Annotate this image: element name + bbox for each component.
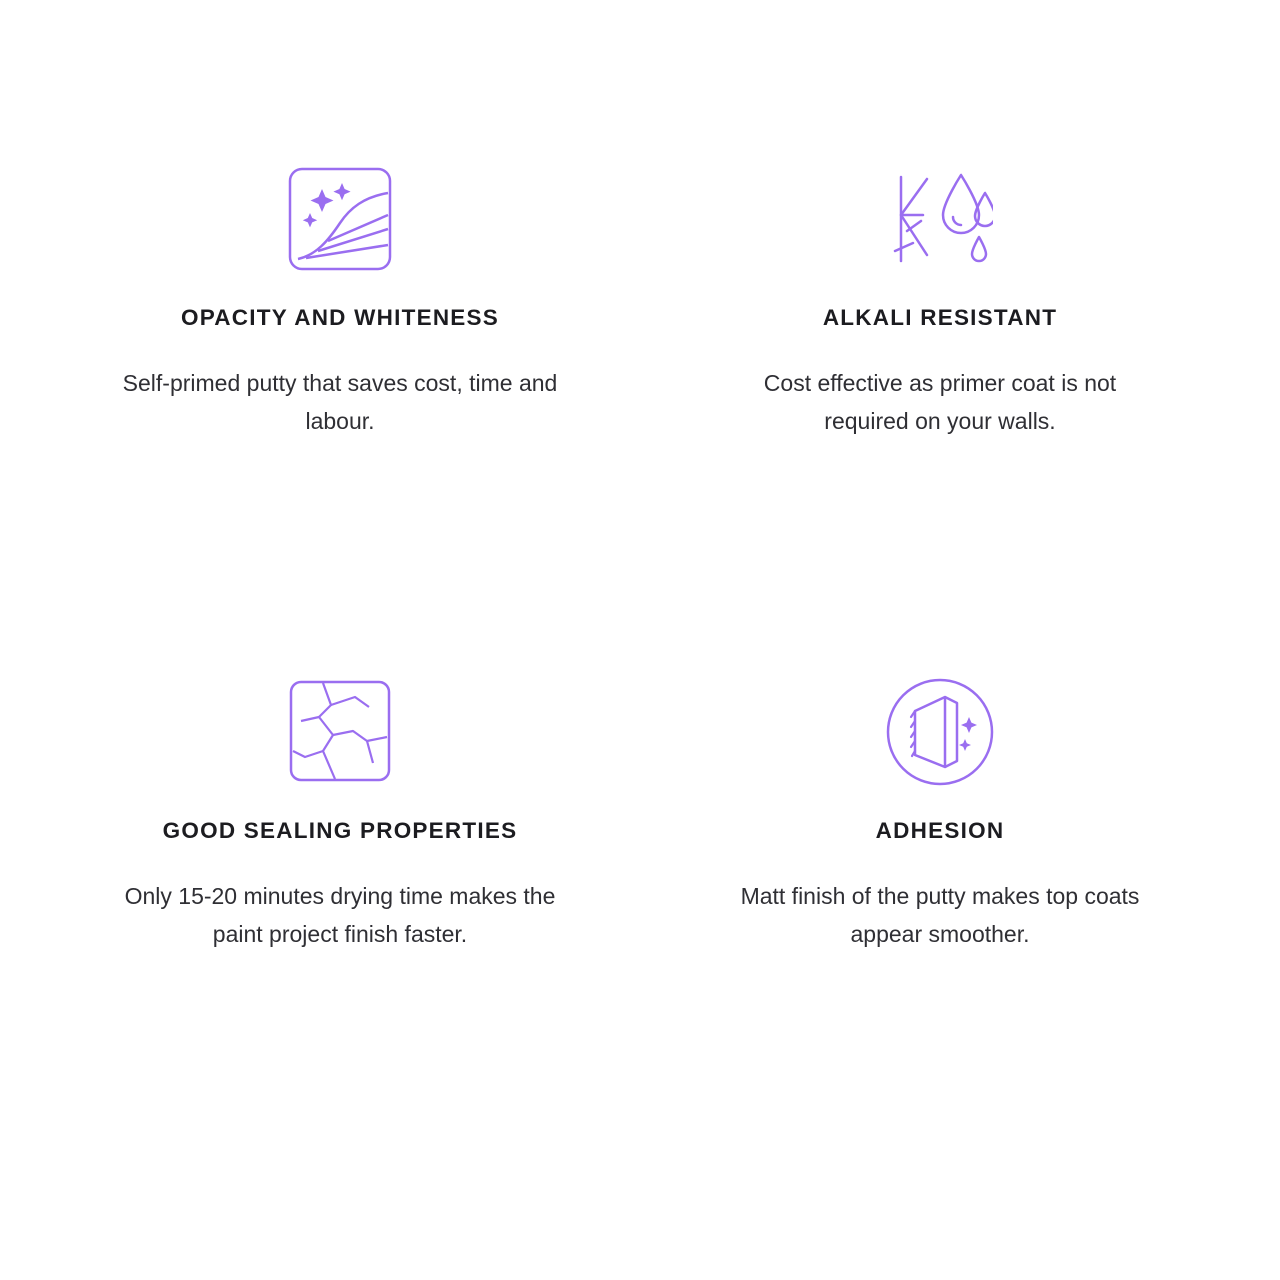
- feature-description: Matt finish of the putty makes top coats appear smoother.: [740, 883, 1140, 947]
- feature-description: Only 15-20 minutes drying time makes the paint project finish faster.: [124, 883, 556, 947]
- feature-description: Self-primed putty that saves cost, time and labour.: [122, 370, 558, 434]
- feature-title: ALKALI RESISTANT: [822, 305, 1058, 330]
- feature-card-adhesion: [640, 615, 1240, 1120]
- feature-description: Cost effective as primer coat is not required on your walls.: [763, 370, 1117, 434]
- feature-card-alkali-resistant: [640, 110, 1240, 615]
- feature-title: ADHESION: [875, 818, 1005, 843]
- sparkle-wall-swatch-icon: [288, 160, 392, 278]
- adhesion-layers-circle-icon: [885, 673, 995, 791]
- feature-title: GOOD SEALING PROPERTIES: [162, 818, 518, 843]
- feature-card-opacity-and-whiteness: [40, 110, 640, 615]
- feature-title: OPACITY AND WHITENESS: [180, 305, 500, 330]
- alkali-droplet-icon: [887, 160, 993, 278]
- feature-card-good-sealing-properties: [40, 615, 640, 1120]
- cracked-wall-icon: [289, 673, 391, 791]
